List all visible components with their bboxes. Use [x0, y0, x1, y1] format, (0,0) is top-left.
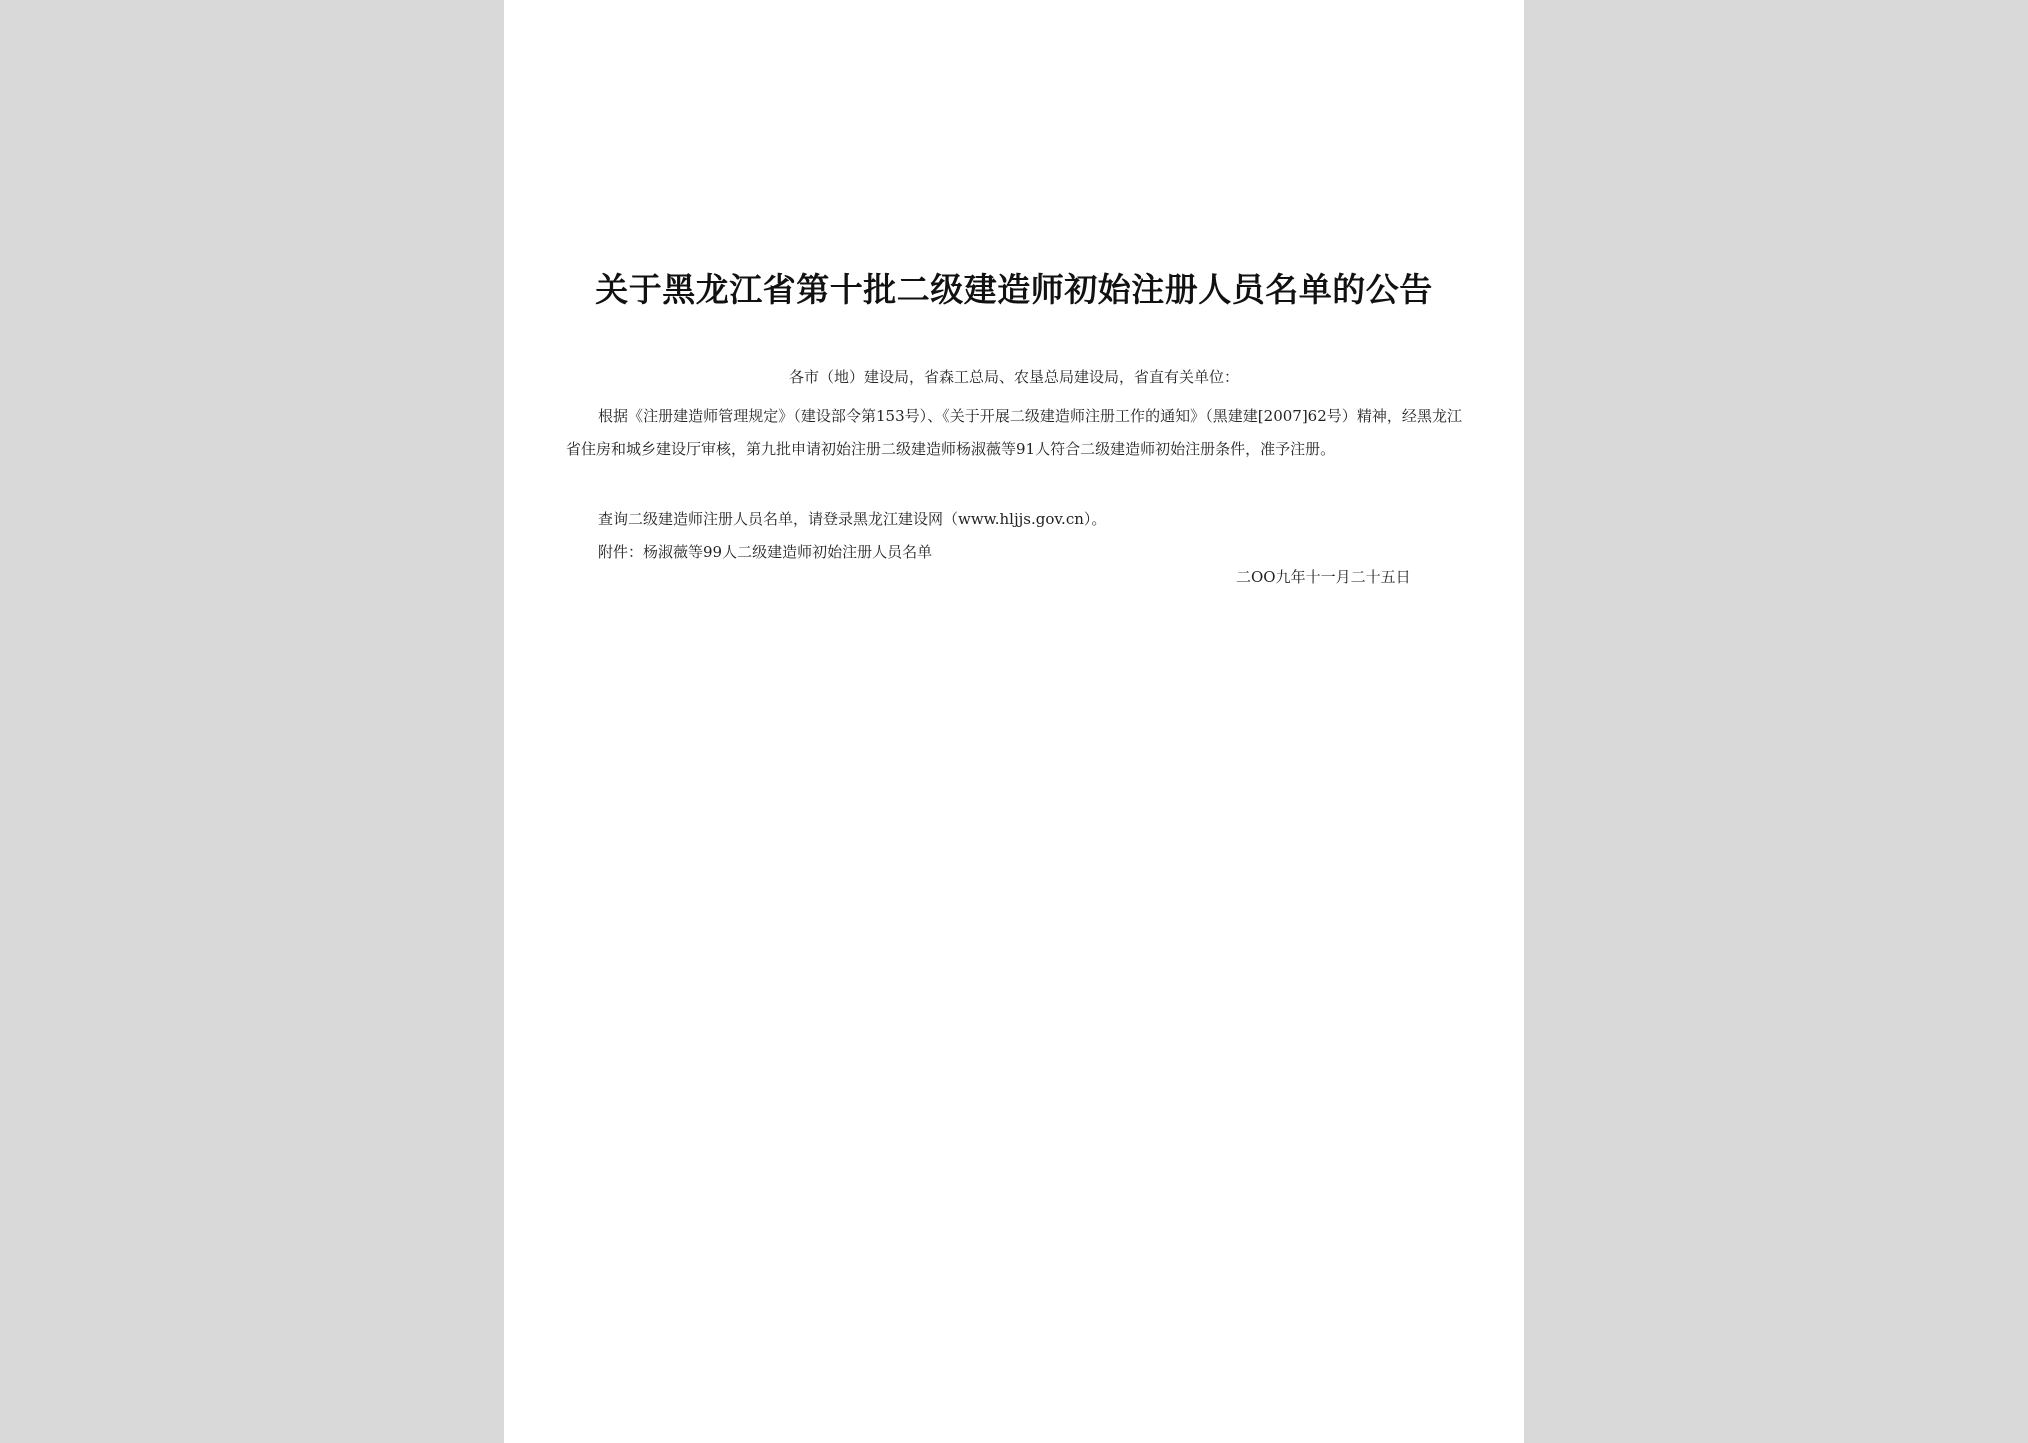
document-page [504, 0, 1524, 1443]
document-date: 二OO九年十一月二十五日 [1236, 568, 1411, 586]
body-paragraph: 根据《注册建造师管理规定》（建设部令第153号）、《关于开展二级建造师注册工作的通知》（黑建建[2007]62号）精神，经黑龙江省住房和城乡建设厅审核，第九批申请初始注册二级建造师杨淑薇等91人符合二级建造师初始注册条件，准予注册。 [566, 407, 1462, 458]
query-paragraph: 查询二级建造师注册人员名单，请登录黑龙江建设网（www.hljjs.gov.cn）。 [598, 510, 1107, 528]
addressee-line: 各市（地）建设局，省森工总局、农垦总局建设局，省直有关单位： [788, 368, 1239, 386]
attachment-paragraph: 附件：杨淑薇等99人二级建造师初始注册人员名单 [598, 543, 933, 561]
document-title: 关于黑龙江省第十批二级建造师初始注册人员名单的公告 [595, 270, 1433, 309]
